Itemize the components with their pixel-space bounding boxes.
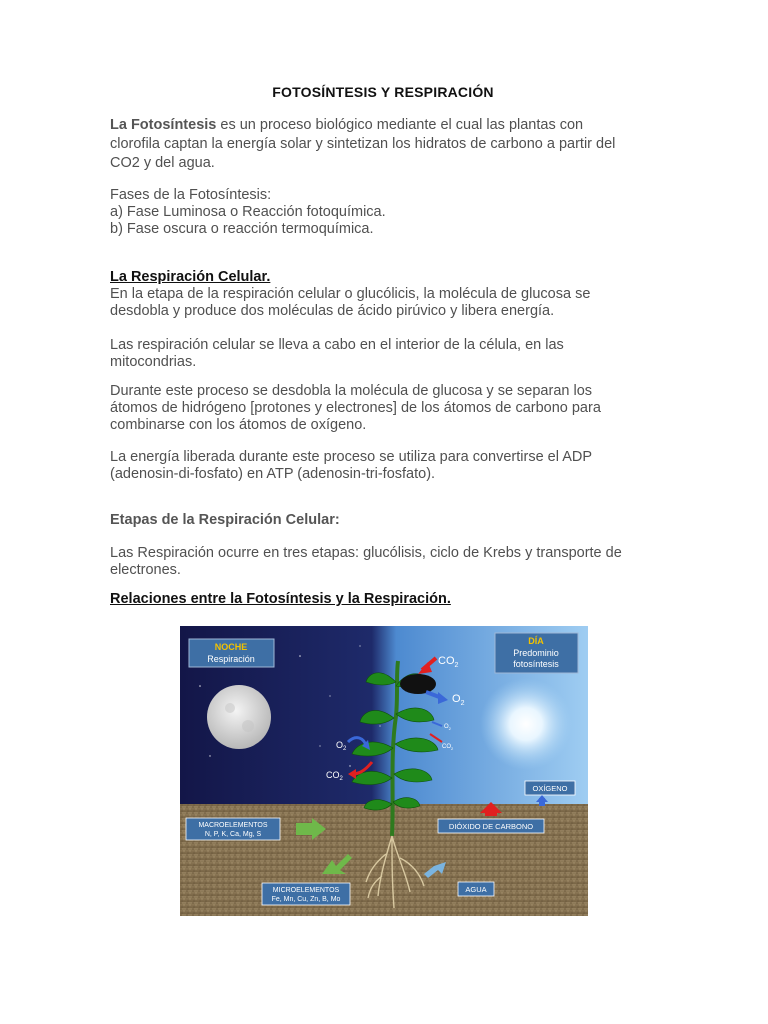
intro-term: La Fotosíntesis — [110, 117, 217, 133]
respiration-p3-l2: átomos de hidrógeno [protones y electrones] de los átomos de carbono para — [110, 400, 601, 416]
oxygen-label: OXÍGENO — [532, 784, 568, 793]
night-title: NOCHE — [214, 642, 248, 652]
phase-a: a) Fase Luminosa o Reacción fotoquímica. — [110, 204, 386, 220]
respiration-p3-l3: combinarse con los átomos de oxígeno. — [110, 417, 367, 433]
stages-heading — [110, 512, 670, 529]
dark-leaf — [400, 674, 436, 694]
relations-heading — [110, 591, 670, 608]
stages-paragraph — [110, 545, 670, 579]
respiration-p2-l2: mitocondrias. — [110, 354, 197, 370]
moon-icon — [207, 685, 271, 749]
stages-l1: Las Respiración ocurre en tres etapas: glucólisis, ciclo de Krebs y transporte de — [110, 545, 622, 561]
respiration-p1-l2: desdobla y produce dos moléculas de ácido pirúvico y libera energía. — [110, 303, 555, 319]
respiration-p3-l1: Durante este proceso se desdobla la molécula de glucosa y se separan los — [110, 383, 593, 399]
respiration-heading: La Respiración Celular. — [110, 269, 271, 285]
co2-ground-label: DIÓXIDO DE CARBONO — [448, 822, 534, 831]
macroelements-list: N, P, K, Ca, Mg, S — [204, 831, 262, 838]
relations-heading-text: Relaciones entre la Fotosíntesis y la Respiración. — [110, 591, 451, 607]
respiration-block — [110, 269, 670, 320]
intro-paragraph — [110, 117, 670, 172]
respiration-p2 — [110, 337, 670, 371]
phase-b: b) Fase oscura o reacción termoquímica. — [110, 221, 374, 237]
respiration-p1-l1: En la etapa de la respiración celular o glucólicis, la molécula de glucosa se — [110, 286, 591, 302]
day-title: DÍA — [528, 636, 544, 646]
figure-illustration — [180, 626, 588, 916]
page-title: FOTOSÍNTESIS Y RESPIRACIÓN — [272, 84, 494, 100]
macroelements-title: MACROELEMENTOS — [198, 822, 268, 829]
stages-l2: electrones. — [110, 562, 181, 578]
day-subtitle-2: fotosíntesis — [513, 659, 559, 669]
co2-label-day: $CO_2$ — [438, 655, 459, 669]
day-subtitle-1: Predominio — [513, 648, 559, 658]
o2-label-night: $O_2$ — [336, 740, 347, 752]
night-subtitle: Respiración — [207, 654, 255, 664]
stages-heading-text: Etapas de la Respiración Celular: — [110, 512, 340, 528]
respiration-p4 — [110, 449, 670, 483]
water-label: AGUA — [465, 885, 487, 894]
small-co2-label: $CO_2$ — [442, 744, 454, 751]
phases-block — [110, 187, 670, 238]
respiration-p4-l2: (adenosin-di-fosfato) en ATP (adenosin-tri-fosfato). — [110, 466, 436, 482]
respiration-p4-l1: La energía liberada durante este proceso se utiliza para convertirse el ADP — [110, 449, 593, 465]
small-o2-label: $O_2$ — [444, 724, 451, 731]
respiration-p3 — [110, 383, 670, 434]
phases-heading: Fases de la Fotosíntesis: — [110, 187, 272, 203]
intro-line3: CO2 y del agua. — [110, 155, 215, 171]
intro-line2: clorofila captan la energía solar y sintetizan los hidratos de carbono a partir del — [110, 136, 616, 152]
sun-icon — [480, 678, 572, 770]
microelements-title: MICROELEMENTOS — [272, 887, 340, 894]
o2-label-day: $O_2$ — [452, 693, 465, 707]
intro-line1: es un proceso biológico mediante el cual las plantas con — [216, 117, 584, 133]
photosynthesis-respiration-figure — [180, 626, 588, 916]
respiration-p2-l1: Las respiración celular se lleva a cabo en el interior de la célula, en las — [110, 337, 564, 353]
microelements-list: Fe, Mn, Cu, Zn, B, Mo — [271, 896, 341, 903]
co2-label-night: $CO_2$ — [326, 770, 343, 782]
